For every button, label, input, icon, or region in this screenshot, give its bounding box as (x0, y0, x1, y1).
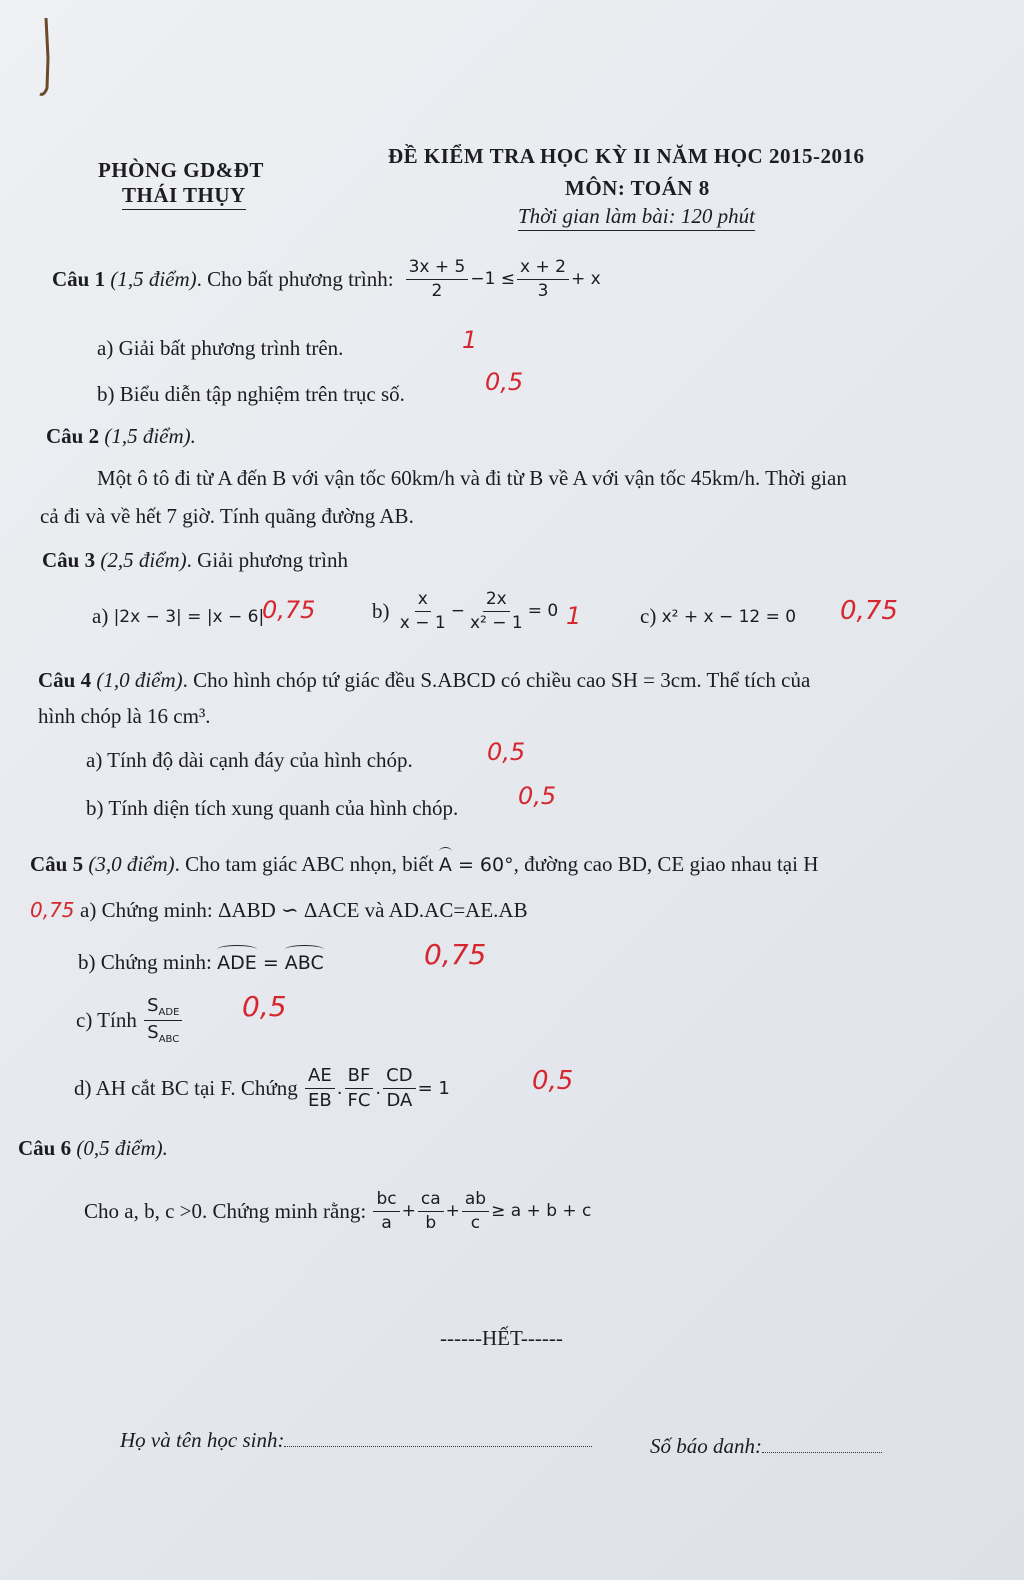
q5-text-pre: . Cho tam giác ABC nhọn, biết (174, 852, 434, 876)
q1-frac1-num: 3x + 5 (406, 258, 469, 280)
q3-b-f1-num: x (415, 590, 431, 612)
q5-d-f3-num: CD (383, 1066, 415, 1089)
q3-part-b (372, 590, 558, 632)
question-4 (38, 668, 810, 693)
q1-inequality (404, 258, 601, 300)
q3-a-expr: |2x − 3| = |x − 6| (113, 606, 265, 627)
q5-d-f1-num: AE (305, 1066, 335, 1089)
q1-text: . Cho bất phương trình: (196, 266, 394, 291)
q6-f2-den: b (425, 1212, 437, 1233)
exam-title: ĐỀ KIỂM TRA HỌC KỲ II NĂM HỌC 2015-2016 (388, 144, 865, 168)
q5-part-b (78, 950, 324, 975)
q3-part-a (92, 604, 264, 629)
q5-part-d: d) AH cắt BC tại F. Chứng $\frac{AE}{EB}$ . $\frac{BF}{FC}$ . $\frac{CD}{DA}$ = 1 (74, 1065, 450, 1111)
time-line: Thời gian làm bài: 120 phút (518, 204, 755, 231)
q5-a-text: a) Chứng minh: (80, 898, 213, 922)
q6-f3-num: ab (462, 1190, 489, 1212)
q3-b-mark: 1 (566, 602, 582, 630)
q5-d-eq: = 1 (417, 1077, 450, 1099)
q5-points: (3,0 điểm) (88, 852, 175, 876)
q5-b-text: b) Chứng minh: (78, 950, 212, 974)
q5-b-right: ABC (284, 951, 324, 974)
q5-d-f2-num: BF (345, 1066, 374, 1089)
q5-d-text: d) AH cắt BC tại F. Chứng (74, 1075, 298, 1100)
q1-frac2-num: x + 2 (517, 258, 569, 280)
q5-d-f2-den: FC (347, 1089, 371, 1111)
q2-points: (1,5 điểm). (104, 424, 196, 448)
q5-d-mark: 0,5 (532, 1066, 574, 1096)
q6-tail: ≥ a + b + c (491, 1201, 592, 1222)
q3-points: (2,5 điểm) (100, 548, 187, 572)
q6-f2-num: ca (418, 1190, 444, 1212)
q1-tail: + x (570, 269, 601, 290)
q5-c-num-sub: ADE (158, 1007, 180, 1018)
q5-b-eq: = (262, 951, 279, 974)
q2-label: Câu 2 (46, 424, 100, 448)
q5-b-mark: 0,75 (424, 938, 487, 971)
q1-mid: −1 ≤ (470, 269, 516, 290)
q6-label: Câu 6 (18, 1136, 72, 1160)
q4-mark-a: 0,5 (487, 738, 526, 766)
q4-mark-b: 0,5 (518, 782, 557, 810)
q5-part-c (76, 996, 184, 1045)
q3-a-label: a) (92, 604, 109, 628)
question-6 (18, 1136, 168, 1161)
ink-mark-icon (38, 18, 54, 98)
q5-angle-letter: A (438, 853, 452, 876)
q5-label: Câu 5 (30, 852, 84, 876)
q1-label: Câu 1 (52, 266, 106, 291)
q5-d-f3-den: DA (386, 1089, 413, 1111)
q4-label: Câu 4 (38, 668, 92, 692)
dept-line1: PHÒNG GD&ĐT (98, 158, 264, 182)
q1-mark-a: 1 (462, 326, 478, 354)
end-marker: ------HẾT------ (440, 1326, 563, 1350)
q3-c-label: c) (640, 604, 657, 628)
candidate-number-label: Số báo danh: (650, 1434, 882, 1459)
q6-f1-num: bc (373, 1190, 399, 1212)
q3-label: Câu 3 (42, 548, 96, 572)
q1-part-a: a) Giải bất phương trình trên. (97, 336, 344, 360)
q5-c-den: S (147, 1022, 159, 1043)
q5-angle (439, 854, 514, 876)
q5-c-den-sub: ABC (158, 1034, 180, 1045)
q5-c-num: S (147, 995, 159, 1016)
q5-part-a (80, 898, 528, 923)
dept-line2: THÁI THỤY (122, 183, 246, 210)
q5-angle-val: = 60° (457, 853, 514, 876)
question-5 (30, 852, 818, 877)
q6-points: (0,5 điểm). (76, 1136, 168, 1160)
q6-text: Cho a, b, c >0. Chứng minh rằng: (84, 1198, 367, 1223)
q1-part-b: b) Biểu diễn tập nghiệm trên trục số. (97, 382, 405, 406)
q3-b-label: b) (372, 598, 390, 623)
q3-b-f2-den: x² − 1 (469, 612, 523, 633)
q3-b-f1-den: x − 1 (399, 612, 446, 633)
q3-c-expr: x² + x − 12 = 0 (661, 606, 797, 627)
q3-c-mark: 0,75 (840, 596, 898, 626)
q5-a-mark: 0,75 (30, 898, 75, 922)
q4-part-b: b) Tính diện tích xung quanh của hình chóp. (86, 796, 459, 820)
q1-mark-b: 0,5 (485, 368, 524, 396)
q6-f3-den: c (470, 1212, 481, 1233)
q3-part-c (640, 604, 796, 629)
q2-line1: Một ô tô đi từ A đến B với vận tốc 60km/h và đi từ B về A với vận tốc 45km/h. Thời gian (97, 466, 847, 490)
q5-b-left: ADE (217, 951, 257, 974)
q3-b-minus: − (450, 601, 465, 622)
q3-text: . Giải phương trình (186, 548, 348, 572)
q3-b-expr (395, 590, 558, 632)
q5-c-mark: 0,5 (242, 990, 287, 1023)
q5-d-f1-den: EB (308, 1089, 332, 1111)
q5-a-expr: ΔABD ∽ ΔACE và AD.AC=AE.AB (217, 898, 528, 922)
question-2 (46, 424, 196, 449)
subject-line: MÔN: TOÁN 8 (565, 176, 710, 200)
q4-text: . Cho hình chóp tứ giác đều S.ABCD có chiều cao SH = 3cm. Thể tích của (182, 668, 811, 692)
q1-points: (1,5 điểm) (110, 266, 197, 291)
q5-c-text: c) Tính (76, 1008, 137, 1032)
q3-b-f2-num: 2x (483, 590, 510, 612)
q3-a-mark: 0,75 (262, 596, 316, 624)
q6-f1-den: a (381, 1212, 392, 1233)
question-1 (52, 258, 601, 300)
q4-line2: hình chóp là 16 cm³. (38, 704, 211, 728)
q2-line2: cả đi và về hết 7 giờ. Tính quãng đường AB. (40, 504, 414, 528)
q3-b-eq: = 0 (527, 601, 559, 622)
student-name-label: Họ và tên học sinh: (120, 1428, 592, 1453)
q5-b-expr (217, 952, 324, 974)
q1-frac2-den: 3 (537, 280, 549, 301)
q4-part-a: a) Tính độ dài cạnh đáy của hình chóp. (86, 748, 413, 772)
q4-points: (1,0 điểm) (96, 668, 183, 692)
q6-statement: Cho a, b, c >0. Chứng minh rằng: $\frac{bc}{a}$ + $\frac{ca}{b}$ + $\frac{ab}{c}$ ≥ a + b + c (84, 1189, 592, 1233)
question-3 (42, 548, 348, 573)
q5-text-post: , đường cao BD, CE giao nhau tại H (513, 852, 819, 876)
q1-frac1-den: 2 (431, 280, 443, 301)
